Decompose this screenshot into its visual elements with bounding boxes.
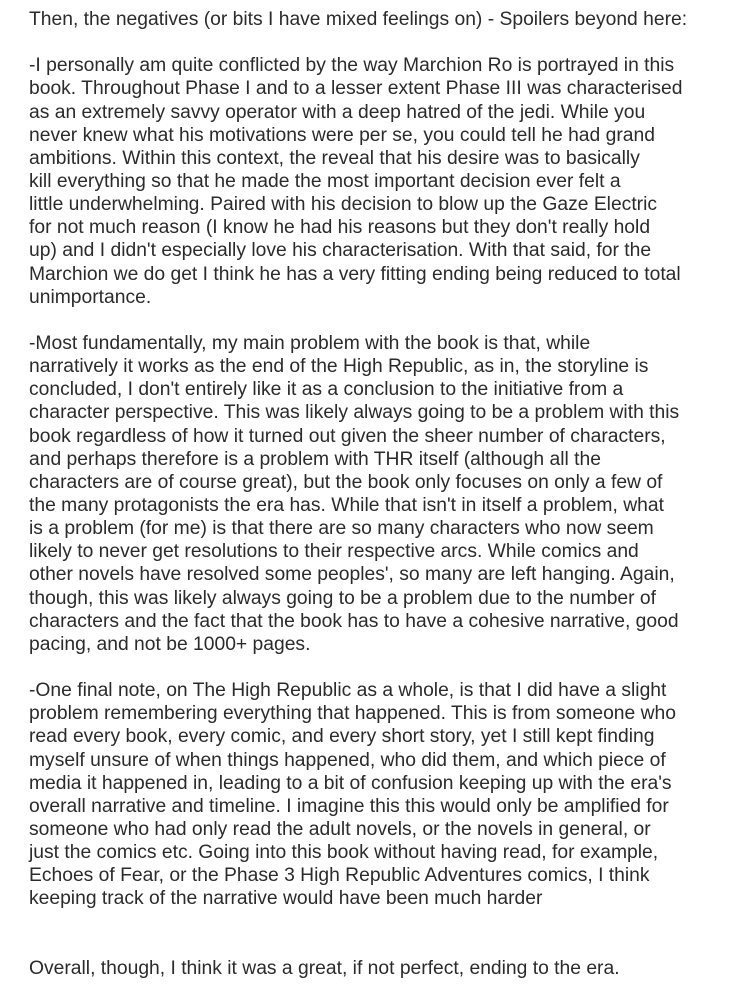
text-line: someone who had only read the adult novels, or the novels in general, or — [29, 818, 651, 840]
text-line: pacing, and not be 1000+ pages. — [29, 633, 311, 655]
text-line: just the comics etc. Going into this book without having read, for example, — [29, 842, 659, 864]
text-line: ambitions. Within this context, the reveal that his desire was to basically — [29, 147, 640, 169]
text-line: characters and the fact that the book has to have a cohesive narrative, good — [29, 610, 679, 632]
text-line: never knew what his motivations were per se, you could tell he had grand — [29, 124, 655, 146]
final-note-paragraph — [29, 679, 729, 910]
text-line: kill everything so that he made the most important decision ever felt a — [29, 170, 621, 192]
text-line: as an extremely savvy operator with a deep hatred of the jedi. While you — [29, 101, 646, 123]
text-line: book regardless of how it turned out given the sheer number of characters, — [29, 425, 666, 447]
text-line: Then, the negatives (or bits I have mixed feelings on) - Spoilers beyond here: — [29, 9, 688, 30]
main-problem-paragraph — [29, 332, 729, 656]
text-line: media it happened in, leading to a bit of confusion keeping up with the era's — [29, 772, 672, 794]
text-line: -One final note, on The High Republic as a whole, is that I did have a slight — [29, 680, 667, 702]
text-line: unimportance. — [29, 286, 152, 308]
text-line: is a problem (for me) is that there are so many characters who now seem — [29, 518, 654, 540]
text-line: though, this was likely always going to be a problem due to the number of — [29, 587, 657, 609]
text-line: keeping track of the narrative would have been much harder — [29, 888, 543, 910]
text-line: for not much reason (I know he had his reasons but they don't really hold — [29, 217, 651, 239]
text-line: the many protagonists the era has. While that isn't in itself a problem, what — [29, 494, 664, 516]
text-line: read every book, every comic, and every short story, yet I still kept finding — [29, 726, 655, 748]
text-line: and perhaps therefore is a problem with THR itself (although all the — [29, 448, 601, 470]
text-line: up) and I didn't especially love his characterisation. With that said, for the — [29, 240, 652, 262]
paragraph-gap — [29, 31, 729, 54]
text-line: little underwhelming. Paired with his decision to blow up the Gaze Electric — [29, 194, 658, 216]
text-line: narratively it works as the end of the High Republic, as in, the storyline is — [29, 356, 649, 378]
text-line: -Most fundamentally, my main problem with the book is that, while — [29, 332, 591, 354]
paragraph-gap — [29, 656, 729, 679]
document-body — [29, 8, 729, 980]
text-line: other novels have resolved some peoples', so many are left hanging. Again, — [29, 564, 675, 586]
text-line: overall narrative and timeline. I imagine this this would only be amplified for — [29, 795, 669, 817]
paragraph-gap — [29, 910, 729, 956]
text-line: myself unsure of when things happened, who did them, and which piece of — [29, 749, 666, 771]
conclusion-paragraph — [29, 957, 729, 980]
paragraph-gap — [29, 309, 729, 332]
text-line: concluded, I don't entirely like it as a conclusion to the initiative from a — [29, 379, 624, 401]
text-line: Marchion we do get I think he has a very fitting ending being reduced to total — [29, 263, 681, 285]
text-line: Overall, though, I think it was a great, if not perfect, ending to the era. — [29, 957, 620, 979]
intro-paragraph — [29, 8, 729, 31]
text-line: character perspective. This was likely always going to be a problem with this — [29, 402, 680, 424]
text-line: likely to never get resolutions to their respective arcs. While comics and — [29, 541, 639, 563]
text-line: -I personally am quite conflicted by the way Marchion Ro is portrayed in this — [29, 55, 675, 77]
text-line: book. Throughout Phase I and to a lesser extent Phase III was characterised — [29, 78, 683, 100]
text-line: Echoes of Fear, or the Phase 3 High Republic Adventures comics, I think — [29, 865, 650, 887]
marchion-ro-paragraph — [29, 54, 729, 309]
text-line: characters are of course great), but the book only focuses on only a few of — [29, 471, 663, 493]
text-line: problem remembering everything that happened. This is from someone who — [29, 703, 676, 725]
